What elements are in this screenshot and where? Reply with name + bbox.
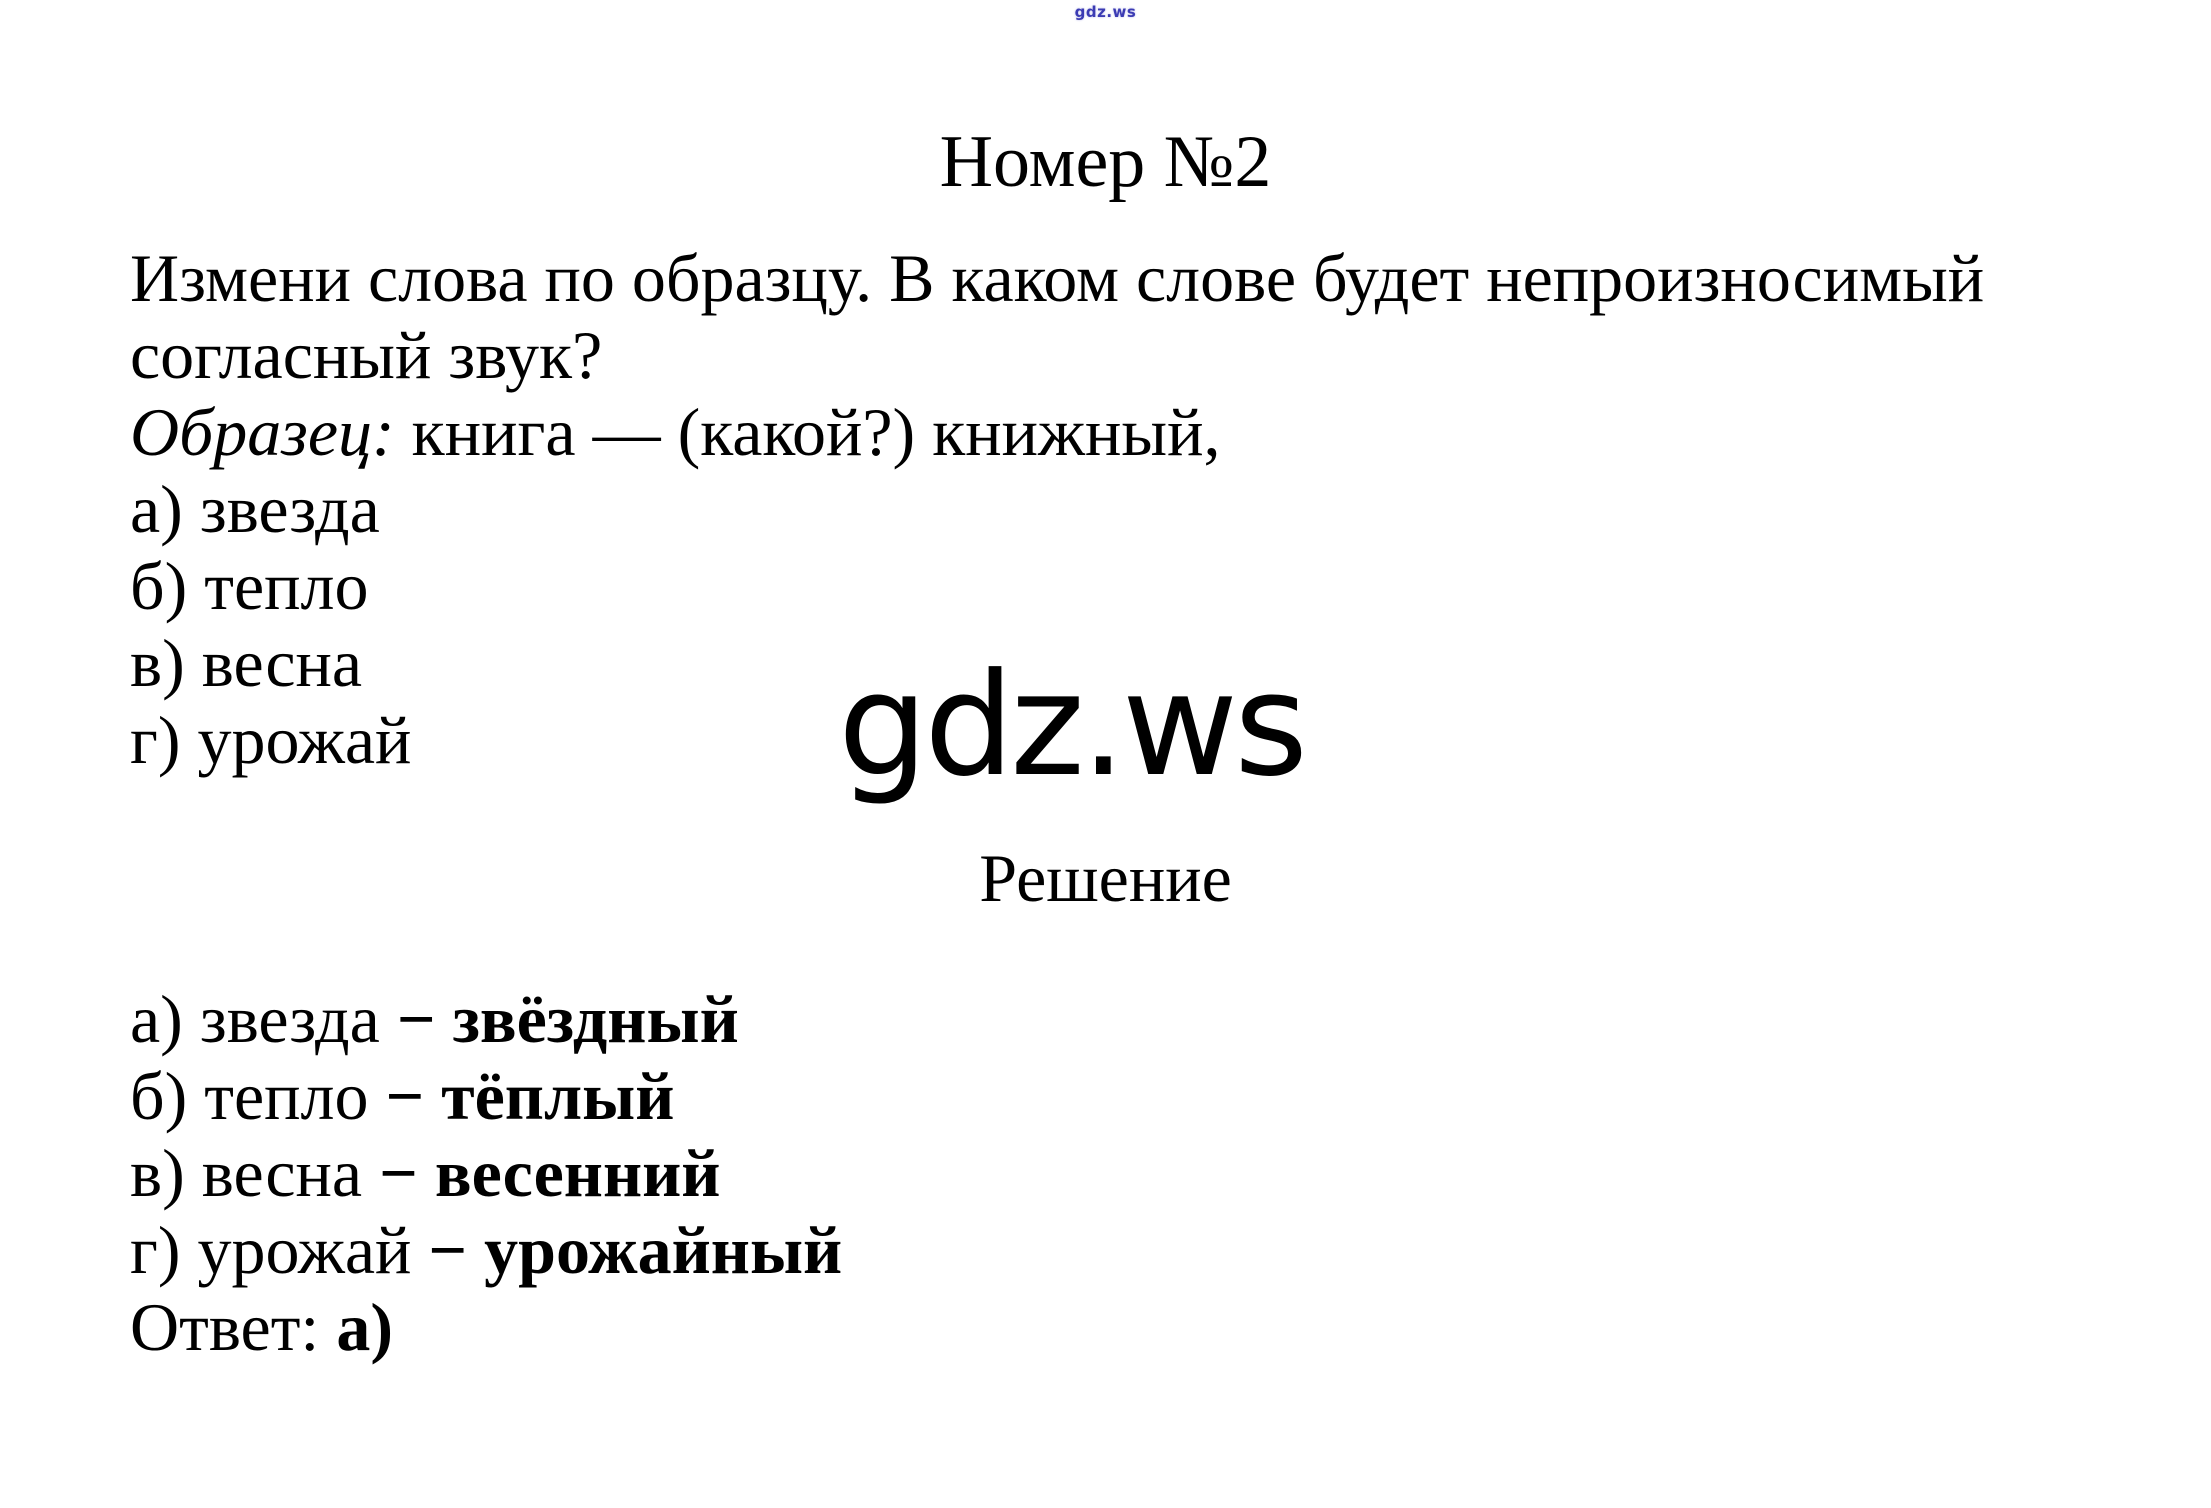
answer-value: а)	[336, 1289, 393, 1365]
question-text-line-2: согласный звук?	[130, 317, 603, 393]
page-title: Номер №2	[939, 121, 1272, 203]
solution-line-v-result: − весенний	[379, 1135, 721, 1211]
solution-line-v-source: в) весна	[130, 1135, 380, 1211]
option-b: б) тепло	[130, 548, 369, 624]
option-g: г) урожай	[130, 702, 412, 778]
example-text: книга — (какой?) книжный,	[394, 394, 1221, 470]
answer-line	[130, 1289, 2091, 1366]
solution-line-a-result: − звёздный	[396, 981, 739, 1057]
answer-label: Ответ:	[130, 1289, 337, 1365]
solution-heading: Решение	[979, 840, 1232, 916]
option-a: а) звезда	[130, 471, 380, 547]
solution-line-g-result: − урожайный	[428, 1212, 843, 1288]
solution-block	[130, 981, 2091, 1366]
site-watermark-large: gdz.ws	[838, 643, 1305, 808]
solution-line-b-source: б) тепло	[130, 1058, 386, 1134]
site-watermark-small: gdz.ws	[1074, 3, 1137, 21]
example-line	[130, 394, 2091, 471]
solution-line-a	[130, 981, 2091, 1058]
example-label: Образец:	[130, 394, 395, 470]
solution-line-v	[130, 1135, 2091, 1212]
solution-line-a-source: а) звезда	[130, 981, 397, 1057]
solution-line-g	[130, 1212, 2091, 1289]
solution-line-b-result: − тёплый	[385, 1058, 675, 1134]
solution-line-g-source: г) урожай	[130, 1212, 429, 1288]
solution-line-b	[130, 1058, 2091, 1135]
question-text-line-1: Измени слова по образцу. В каком слове будет непроизносимый	[130, 240, 1985, 316]
option-v: в) весна	[130, 625, 363, 701]
